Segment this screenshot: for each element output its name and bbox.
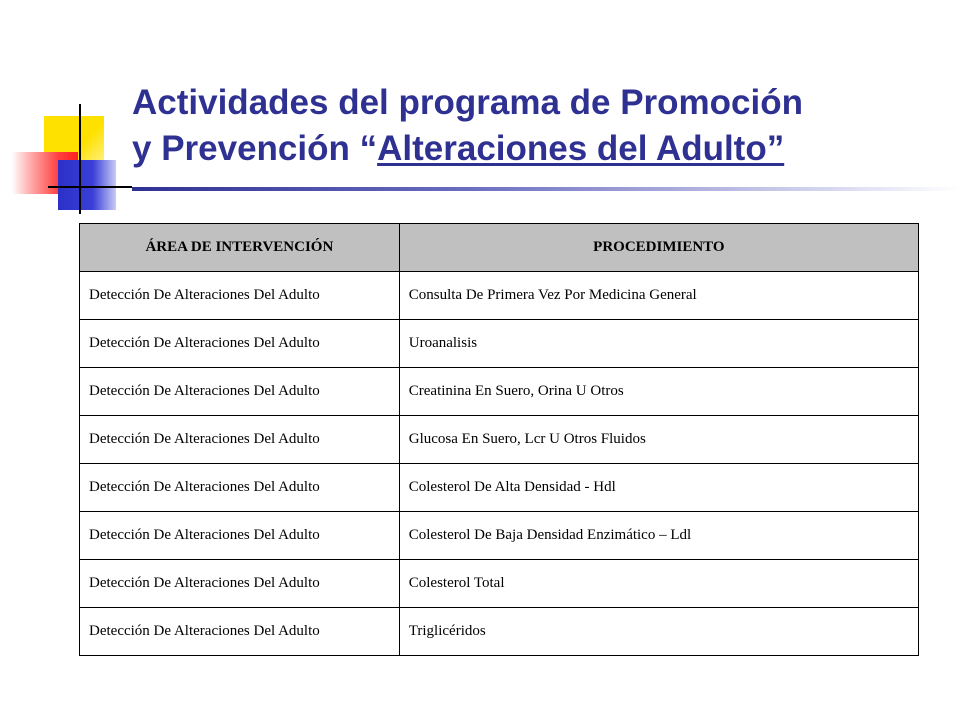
- title-underline-rule: [132, 187, 960, 191]
- table-row: [80, 272, 919, 320]
- cell-procedure: Colesterol Total: [399, 560, 918, 608]
- cell-area: Detección De Alteraciones Del Adulto: [80, 560, 400, 608]
- procedures-table: [79, 223, 919, 656]
- cell-procedure: Consulta De Primera Vez Por Medicina General: [399, 272, 918, 320]
- table-row: [80, 560, 919, 608]
- table-row: [80, 608, 919, 656]
- slide-title: [132, 80, 942, 172]
- vertical-line: [79, 104, 81, 214]
- title-line-2-prefix: y Prevención “: [132, 129, 378, 168]
- table-row: [80, 320, 919, 368]
- cell-area: Detección De Alteraciones Del Adulto: [80, 368, 400, 416]
- cell-procedure: Colesterol De Alta Densidad - Hdl: [399, 464, 918, 512]
- title-line-2-underlined: Alteraciones del Adulto”: [377, 129, 785, 168]
- cell-procedure: Creatinina En Suero, Orina U Otros: [399, 368, 918, 416]
- title-line-2: [132, 126, 942, 172]
- header-area: ÁREA DE INTERVENCIÓN: [80, 224, 400, 272]
- title-line-1: Actividades del programa de Promoción: [132, 83, 803, 122]
- table-row: [80, 512, 919, 560]
- cell-area: Detección De Alteraciones Del Adulto: [80, 320, 400, 368]
- blue-square: [58, 160, 116, 210]
- header-procedure: PROCEDIMIENTO: [399, 224, 918, 272]
- table-header-row: [80, 224, 919, 272]
- cell-procedure: Uroanalisis: [399, 320, 918, 368]
- cell-procedure: Glucosa En Suero, Lcr U Otros Fluidos: [399, 416, 918, 464]
- cell-procedure: Colesterol De Baja Densidad Enzimático – Ldl: [399, 512, 918, 560]
- table-row: [80, 464, 919, 512]
- cell-area: Detección De Alteraciones Del Adulto: [80, 272, 400, 320]
- table-row: [80, 368, 919, 416]
- cell-area: Detección De Alteraciones Del Adulto: [80, 608, 400, 656]
- cell-area: Detección De Alteraciones Del Adulto: [80, 416, 400, 464]
- horizontal-line: [48, 186, 132, 188]
- table-row: [80, 416, 919, 464]
- cell-area: Detección De Alteraciones Del Adulto: [80, 512, 400, 560]
- cell-procedure: Triglicéridos: [399, 608, 918, 656]
- cell-area: Detección De Alteraciones Del Adulto: [80, 464, 400, 512]
